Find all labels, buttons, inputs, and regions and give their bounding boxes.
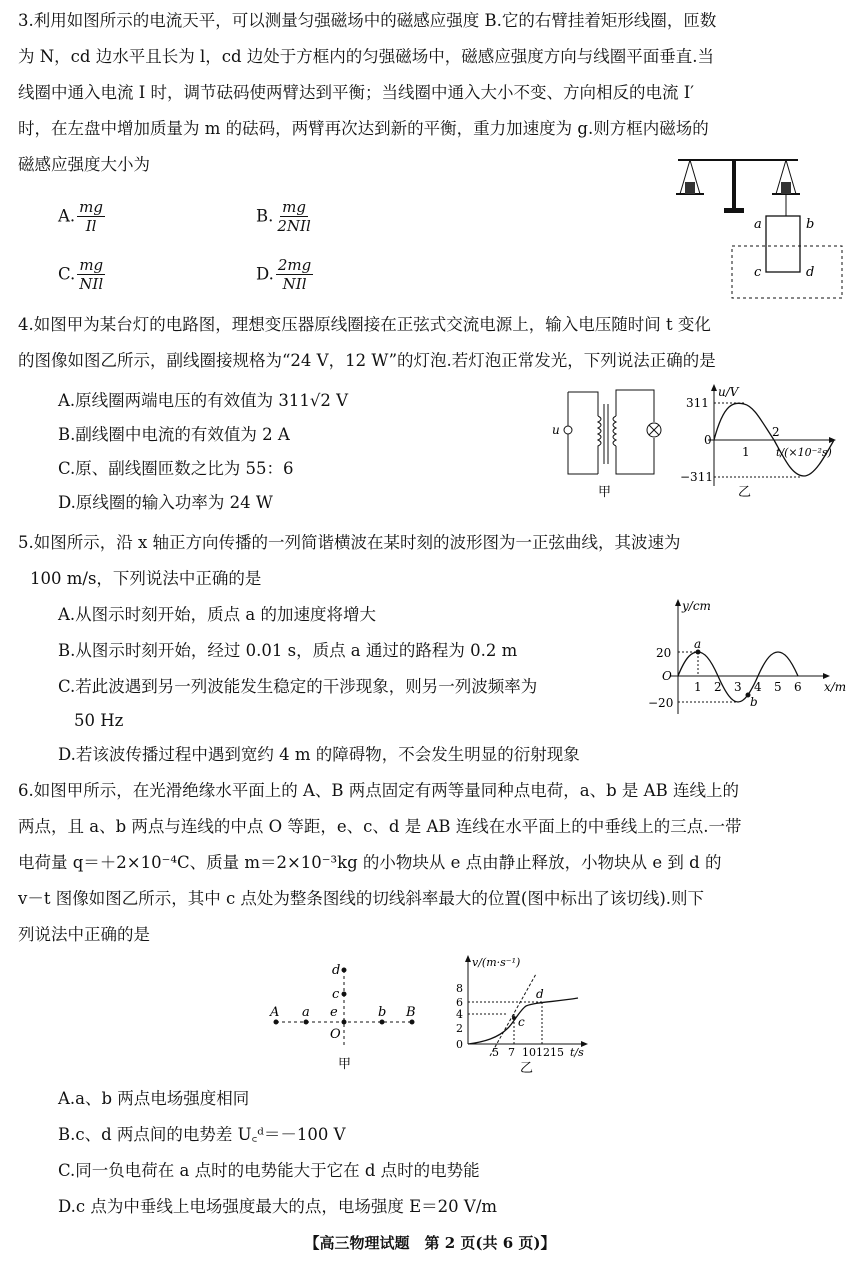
q4-option-c[interactable]: C.原、副线圈匝数之比为 55：6 [58, 459, 294, 478]
q4-option-a[interactable]: A.原线圈两端电压的有效值为 311√2 V [58, 391, 349, 410]
vt-xlabel: t/s [570, 1046, 584, 1059]
q4-option-d[interactable]: D.原线圈的输入功率为 24 W [58, 493, 273, 512]
fig-jia-caption-q6: 甲 [338, 1057, 352, 1072]
q6-line-2: 两点，且 a、b 两点与连线的中点 O 等距，e、c、d 是 AB 连线在水平面上的中垂线上的三点.一带 [18, 817, 742, 836]
wave-point-a: a [694, 637, 702, 651]
yi-xlabel: t/(×10⁻²s) [776, 446, 832, 459]
wave-point-b: b [750, 695, 758, 709]
vt-xtick-10: 10 [522, 1046, 536, 1059]
q6-option-d[interactable]: D.c 点为中垂线上电场强度最大的点，电场强度 E＝20 V/m [58, 1197, 498, 1216]
charge-B: B [406, 1005, 416, 1020]
coil-label-b: b [806, 217, 815, 232]
wave-graph [640, 596, 852, 720]
point-O: O [330, 1027, 341, 1042]
wave-origin: O [662, 669, 672, 683]
source-label: u [552, 423, 560, 437]
q3-option-c[interactable]: C. $\frac{mg}{\text{NIl}}$ [58, 256, 104, 293]
wave-xtick-5: 5 [774, 680, 782, 694]
q3-line-3: 线圈中通入电流 I 时，调节砝码使两臂达到平衡；当线圈中通入大小不变、方向相反的电流 I′ [18, 83, 695, 102]
q5-option-c[interactable]: C.若此波遇到另一列波能发生稳定的干涉现象，则另一列波频率为 [58, 677, 538, 696]
q3-option-b[interactable]: B. $\frac{mg}{\text{2NIl}}$ [256, 198, 311, 235]
current-balance-figure [668, 152, 848, 302]
q3-option-a[interactable]: A. $\frac{mg}{Il}$ [58, 198, 103, 235]
q4-option-b[interactable]: B.副线圈中电流的有效值为 2 A [58, 425, 290, 444]
q5-option-b[interactable]: B.从图示时刻开始，经过 0.01 s，质点 a 通过的路程为 0.2 m [58, 641, 518, 660]
q6-line-3: 电荷量 q＝＋2×10⁻⁴C、质量 m＝2×10⁻³kg 的小物块从 e 点由静止释放，小物块从 e 到 d 的 [18, 853, 722, 872]
vt-xtick-12: 12 [536, 1046, 550, 1059]
q4-line-2: 的图像如图乙所示，副线圈接规格为“24 V，12 W”的灯泡.若灯泡正常发光，下列说法正确的是 [18, 351, 716, 370]
q6-option-c[interactable]: C.同一负电荷在 a 点时的电势能大于它在 d 点时的电势能 [58, 1161, 480, 1180]
vt-xtick-7: 7 [508, 1046, 515, 1059]
vt-ytick-6: 6 [456, 996, 463, 1009]
vt-xtick-5: 5 [492, 1046, 499, 1059]
charges-figure [262, 956, 432, 1076]
q3-line-5: 磁感应强度大小为 [18, 155, 150, 174]
vt-point-c: c [518, 1015, 525, 1029]
circuit-figure [550, 382, 670, 502]
wave-xlabel: x/m [824, 680, 847, 694]
q6-option-b[interactable]: B.c、d 两点间的电势差 U꜀ᵈ＝－100 V [58, 1125, 346, 1144]
vt-ytick-0: 0 [456, 1038, 463, 1051]
vt-ytick-4: 4 [456, 1008, 463, 1021]
coil-label-a: a [754, 217, 762, 232]
q6-line-5: 列说法中正确的是 [18, 925, 150, 944]
yi-origin: 0 [704, 433, 712, 447]
vt-xtick-15: 15 [550, 1046, 564, 1059]
wave-ytop: 20 [656, 646, 672, 660]
q5-line-1: 5.如图所示，沿 x 轴正方向传播的一列简谐横波在某时刻的波形图为一正弦曲线，其波速为 [18, 533, 681, 552]
q3-line-1: 3.利用如图所示的电流天平，可以测量匀强磁场中的磁感应强度 B.它的右臂挂着矩形线圈，匝数 [18, 11, 717, 30]
wave-ylabel: y/cm [682, 599, 711, 613]
yi-tick-2: 2 [772, 425, 780, 439]
q6-line-4: v－t 图像如图乙所示，其中 c 点处为整条图线的切线斜率最大的位置(图中标出了该切线).则下 [18, 889, 705, 908]
coil-label-c: c [754, 265, 762, 280]
q3-line-2: 为 N，cd 边水平且长为 l，cd 边处于方框内的匀强磁场中，磁感应强度方向与线圈平面垂直.当 [18, 47, 715, 66]
point-e: e [330, 1005, 338, 1020]
charge-A: A [270, 1005, 280, 1020]
vt-ytick-2: 2 [456, 1022, 463, 1035]
point-d: d [332, 963, 341, 978]
yi-ymax: 311 [686, 396, 709, 410]
point-b: b [378, 1005, 387, 1020]
point-a: a [302, 1005, 310, 1020]
point-c: c [332, 987, 340, 1002]
q3-line-4: 时，在左盘中增加质量为 m 的砝码，两臂再次达到新的平衡，重力加速度为 g.则方框内磁场的 [18, 119, 709, 138]
fig-jia-caption-q4: 甲 [598, 485, 612, 500]
vt-graph [444, 952, 594, 1078]
page-footer: 【高三物理试题 第 2 页(共 6 页)】 [304, 1234, 556, 1252]
wave-xtick-4: 4 [754, 680, 762, 694]
coil-label-d: d [806, 265, 815, 280]
wave-xtick-1: 1 [694, 680, 702, 694]
q6-line-1: 6.如图甲所示，在光滑绝缘水平面上的 A、B 两点固定有两等量同种点电荷，a、b 是 AB 连线上的 [18, 781, 739, 800]
vt-ytick-8: 8 [456, 982, 463, 995]
q5-option-d[interactable]: D.若该波传播过程中遇到宽约 4 m 的障碍物，不会发生明显的衍射现象 [58, 745, 580, 764]
vt-ylabel: v/(m·s⁻¹) [472, 956, 521, 969]
yi-ymin: −311 [680, 470, 713, 484]
wave-ybot: −20 [648, 696, 674, 710]
wave-xtick-6: 6 [794, 680, 802, 694]
yi-tick-1: 1 [742, 445, 750, 459]
fig-yi-caption-q6: 乙 [520, 1061, 534, 1076]
wave-xtick-2: 2 [714, 680, 722, 694]
voltage-time-graph [672, 382, 852, 502]
wave-xtick-3: 3 [734, 680, 742, 694]
q3-option-d[interactable]: D. $\frac{2mg}{\text{NIl}}$ [256, 256, 312, 293]
vt-point-d: d [536, 987, 544, 1001]
q5-option-c-cont: 50 Hz [74, 711, 124, 730]
yi-ylabel: u/V [718, 385, 739, 399]
q5-option-a[interactable]: A.从图示时刻开始，质点 a 的加速度将增大 [58, 605, 376, 624]
q6-option-a[interactable]: A.a、b 两点电场强度相同 [58, 1089, 250, 1108]
q5-line-2: 100 m/s，下列说法中正确的是 [30, 569, 262, 588]
fig-yi-caption-q4: 乙 [738, 485, 752, 500]
q4-line-1: 4.如图甲为某台灯的电路图，理想变压器原线圈接在正弦式交流电源上，输入电压随时间 t 变化 [18, 315, 711, 334]
